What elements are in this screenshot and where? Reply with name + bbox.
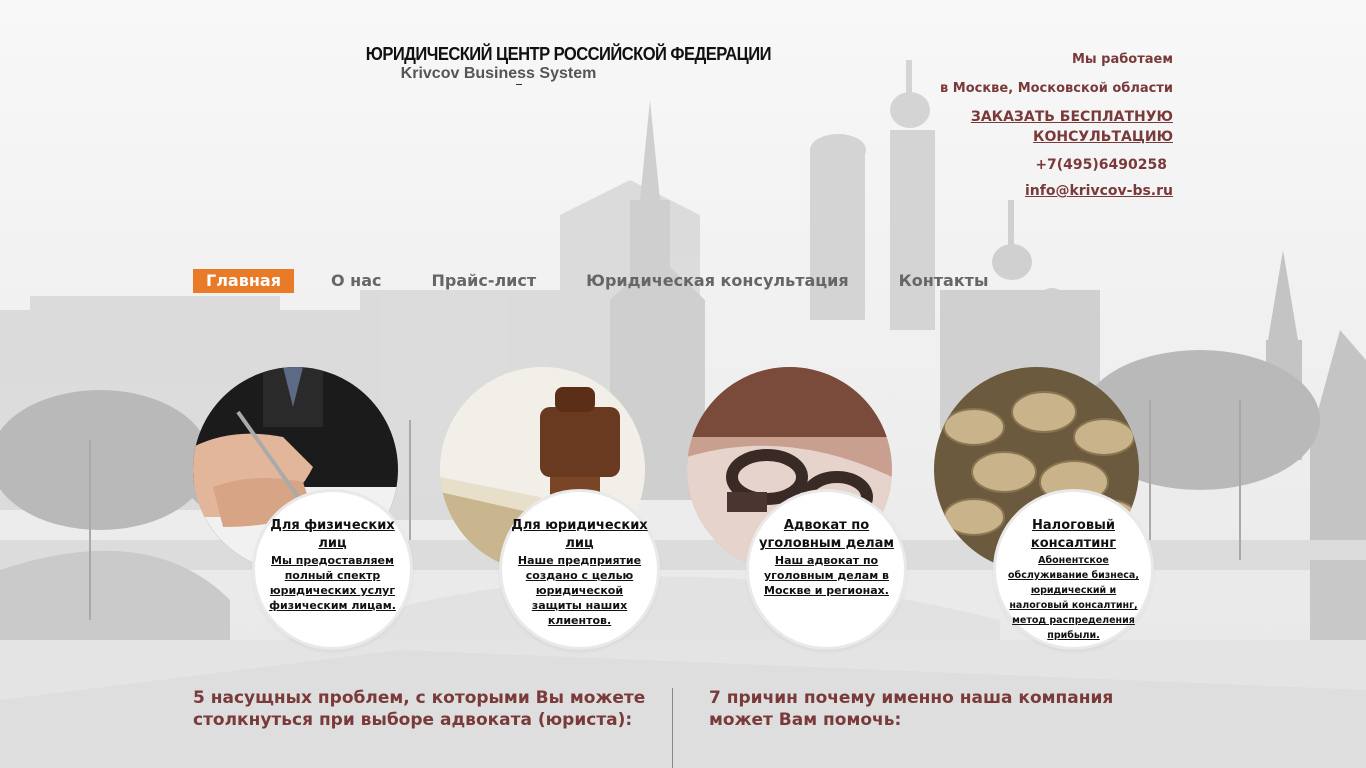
logo-subtitle: Krivcov Business System [400, 65, 597, 82]
service-description[interactable]: Наш адвокат по уголовным делам в Москве и регионах. [763, 554, 890, 597]
service-caption [749, 492, 904, 647]
nav-contacts[interactable]: Контакты [898, 271, 989, 290]
email-link[interactable]: info@krivcov-bs.ru [1024, 183, 1173, 199]
service-title[interactable]: Адвокат по уголовным делам [758, 518, 894, 551]
reasons-heading: 7 причин почему именно наша компания может Вам помочь: [709, 688, 1114, 730]
service-legal-entities[interactable] [440, 367, 648, 647]
service-description[interactable]: Наше предприятие создано с целью юридической защиты наших клиентов. [517, 554, 642, 627]
service-caption [255, 492, 410, 647]
service-title[interactable]: Для физических лиц [270, 518, 395, 551]
site-logo[interactable] [350, 44, 771, 83]
service-caption [502, 492, 657, 647]
problems-heading: 5 насущных проблем, с которыми Вы можете столкнуться при выборе адвоката (юриста): [193, 688, 646, 730]
nav-price-list[interactable]: Прайс-лист [431, 271, 537, 290]
phone-number[interactable]: +7(495)6490258 [1035, 157, 1167, 173]
nav-home[interactable]: Главная [193, 269, 294, 293]
service-title[interactable]: Налоговый консалтинг [1030, 518, 1117, 551]
logo-underline [516, 84, 522, 85]
section-divider [672, 688, 673, 768]
logo-title: ЮРИДИЧЕСКИЙ ЦЕНТР РОССИЙСКОЙ ФЕДЕРАЦИИ [365, 44, 771, 64]
service-criminal-lawyer[interactable] [687, 367, 892, 647]
service-description[interactable]: Мы предоставляем полный спектр юридических услуг физическим лицам. [269, 554, 396, 612]
service-title[interactable]: Для юридических лиц [511, 518, 648, 551]
reasons-section [709, 687, 1169, 731]
main-nav [193, 269, 1038, 293]
nav-about[interactable]: О нас [330, 271, 382, 290]
nav-legal-consultation[interactable]: Юридическая консультация [586, 271, 849, 290]
service-tax-consulting[interactable] [934, 367, 1139, 647]
work-region-text: в Москве, Московской области [940, 81, 1173, 96]
service-description[interactable]: Абонентское обслуживание бизнеса, юридический и налоговый консалтинг, метод распределения прибыли. [1008, 555, 1139, 641]
work-hours-text: Мы работаем [1071, 52, 1173, 67]
contact-block [913, 52, 1173, 199]
service-individuals[interactable] [193, 367, 398, 647]
problems-section [193, 687, 653, 731]
service-caption [996, 492, 1151, 647]
free-consultation-link[interactable]: ЗАКАЗАТЬ БЕСПЛАТНУЮ КОНСУЛЬТАЦИЮ [970, 109, 1173, 145]
